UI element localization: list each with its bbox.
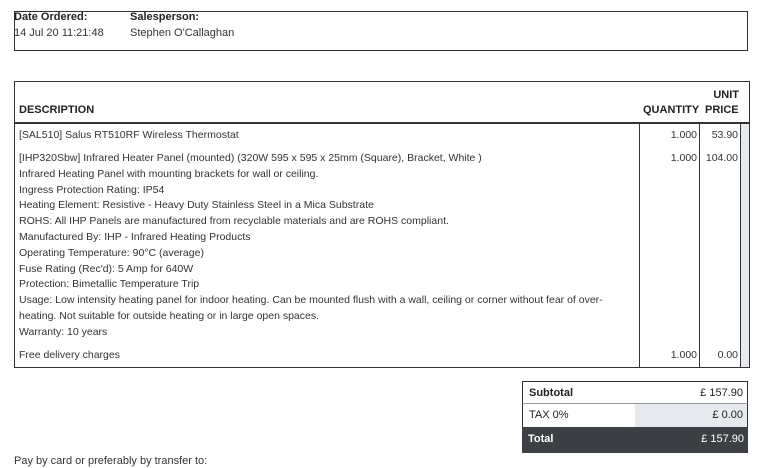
row-price: 104.00 — [705, 152, 738, 164]
totals-box — [522, 381, 748, 453]
row-description — [19, 151, 635, 341]
payment-note: Pay by card or preferably by transfer to: — [14, 455, 208, 467]
salesperson-value: Stephen O'Callaghan — [130, 27, 235, 39]
description-line: ROHS: All IHP Panels are manufactured from recyclable materials and are ROHS compliant. — [19, 215, 449, 228]
subtotal-label: Subtotal — [529, 387, 573, 399]
row-quantity: 1.000 — [670, 152, 697, 164]
row-quantity: 1.000 — [670, 129, 697, 141]
total-label: Total — [528, 433, 554, 445]
tax-row — [522, 404, 748, 427]
order-info-box — [14, 11, 748, 51]
description-line: Warranty: 10 years — [19, 325, 108, 338]
description-line: Usage: Low intensity heating panel for indoor heating. Can be mounted flush with a wall, ceiling or corner without fear of over- — [19, 294, 603, 307]
header-description: DESCRIPTION — [19, 104, 95, 116]
description-line: Ingress Protection Rating: IP54 — [19, 183, 165, 196]
header-unit: UNIT — [713, 89, 739, 101]
price-column-shade — [741, 124, 749, 367]
subtotal-value: £ 157.90 — [700, 387, 743, 399]
total-row — [522, 427, 748, 453]
date-ordered-block — [14, 11, 104, 40]
row-quantity: 1.000 — [670, 349, 697, 361]
row-description — [19, 128, 635, 144]
tax-label: TAX 0% — [529, 409, 569, 421]
tax-value: £ 0.00 — [712, 409, 743, 421]
description-line: Manufactured By: IHP - Infrared Heating Products — [19, 230, 251, 243]
table-header — [15, 82, 749, 124]
header-price: PRICE — [705, 104, 739, 116]
row-price: 0.00 — [717, 349, 738, 361]
description-line: Fuse Rating (Rec'd): 5 Amp for 640W — [19, 262, 194, 275]
description-line: [IHP320Sbw] Infrared Heater Panel (mounted) (320W 595 x 595 x 25mm (Square), Bracket, White ) — [19, 152, 482, 164]
salesperson-block — [130, 11, 234, 40]
description-line: Operating Temperature: 90°C (average) — [19, 246, 204, 259]
column-divider — [740, 124, 741, 367]
header-quantity: QUANTITY — [643, 104, 700, 116]
row-price: 53.90 — [711, 129, 738, 141]
description-line: [SAL510] Salus RT510RF Wireless Thermostat — [19, 129, 239, 141]
description-line: Free delivery charges — [19, 349, 120, 361]
description-line: heating. Not suitable for outside heating or in large open spaces. — [19, 309, 320, 322]
row-description — [19, 348, 635, 364]
description-line: Infrared Heating Panel with mounting brackets for wall or ceiling. — [19, 167, 319, 180]
description-line: Heating Element: Resistive - Heavy Duty Stainless Steel in a Mica Substrate — [19, 199, 374, 212]
description-line: Protection: Bimetallic Temperature Trip — [19, 278, 200, 291]
salesperson-label: Salesperson: — [130, 11, 200, 23]
order-lines-table — [14, 81, 750, 368]
date-ordered-value: 14 Jul 20 11:21:48 — [14, 27, 104, 39]
subtotal-row — [522, 381, 748, 404]
total-value: £ 157.90 — [701, 433, 744, 445]
date-ordered-label: Date Ordered: — [14, 11, 88, 23]
